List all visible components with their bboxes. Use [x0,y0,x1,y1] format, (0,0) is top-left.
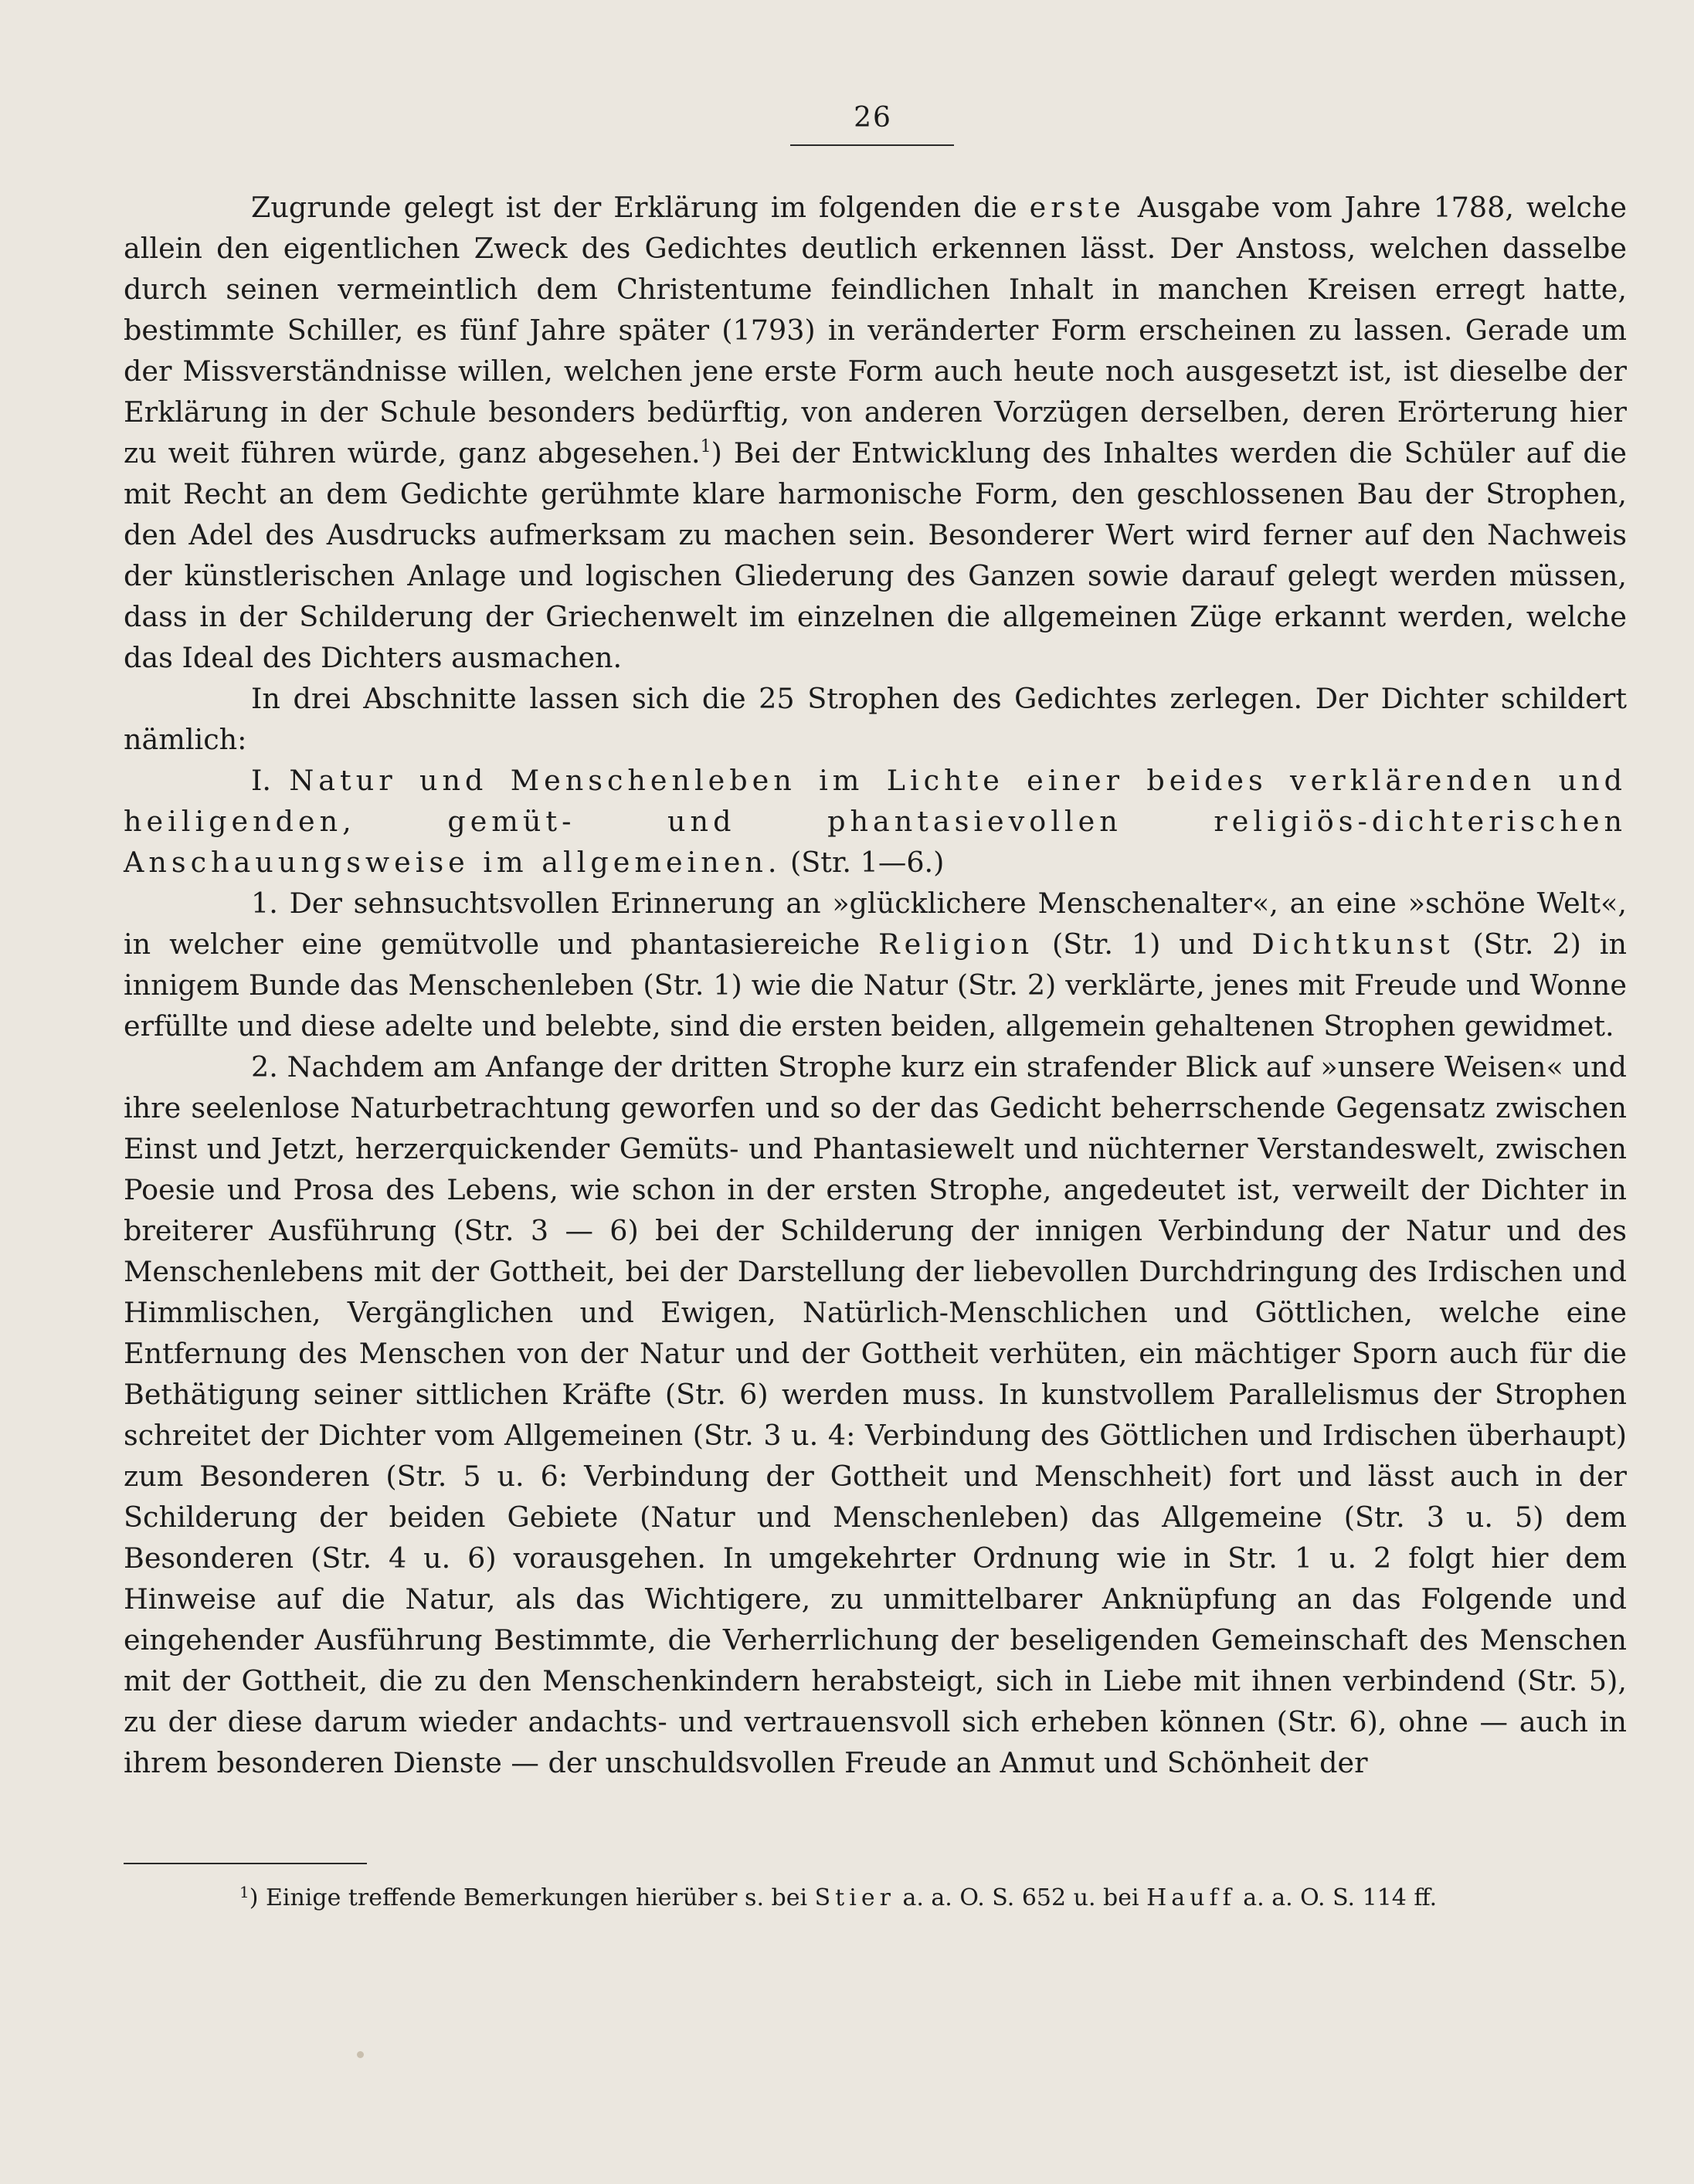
paragraph-division: In drei Abschnitte lassen sich die 25 Strophen des Gedichtes zerlegen. Der Dichter schildert nämlich: [124,682,1627,756]
section-heading-i: I. Natur und Menschenleben im Lichte einer beides verklärenden und heiligenden, gemüt- und phantasievollen religiös-dichterischen Anschauungsweise im allgemeinen. (Str. 1—6.) [124,764,1627,879]
paper-speck [357,2051,364,2058]
paragraph-point-1: 1. Der sehnsuchtsvollen Erinnerung an »glücklichere Menschenalter«, an eine »schöne Welt«, in welcher eine gemütvolle und phantasiereiche Religion (Str. 1) und Dichtkunst (Str. 2) in innigem Bunde das Menschenleben (Str. 1) wie die Natur (Str. 2) verklärte, jenes mit Freude und Wonne erfüllte und diese adelte und belebte, sind die ersten beiden, allgemein gehaltenen Strophen gewidmet. [124,887,1627,1043]
page-number: 26 [854,102,892,134]
footnote: $^1$) Einige treffende Bemerkungen hierüber s. bei Stier a. a. O. S. 652 u. bei Hauff a. a. O. S. 114 ff. [239,1883,1438,1911]
footnote-marker: 1 [239,1883,250,1901]
paragraph-intro: Zugrunde gelegt ist der Erklärung im folgenden die erste Ausgabe vom Jahre 1788, welche allein den eigentlichen Zweck des Gedichtes deutlich erkennen lässt. Der Anstoss, welchen dasselbe durch seinen vermeintlich dem Christentume feindlichen Inhalt in manchen Kreisen erregt hatte, bestimmte Schiller, es fünf Jahre später (1793) in veränderter Form erscheinen zu lassen. Gerade um der Missverständnisse willen, welchen jene erste Form auch heute noch ausgesetzt ist, ist dieselbe der Erklärung in der Schule besonders bedürftig, von anderen Vorzügen derselben, deren Erörterung hier zu weit führen würde, ganz abgesehen.$^1$) Bei der Entwicklung des Inhaltes werden die Schüler auf die mit Recht an dem Gedichte gerühmte klare harmonische Form, den geschlossenen Bau der Strophen, den Adel des Ausdrucks aufmerksam zu machen sein. Besonderer Wert wird ferner auf den Nachweis der künstlerischen Anlage und logischen Gliederung des Ganzen sowie darauf gelegt werden müssen, dass in der Schilderung der Griechenwelt im einzelnen die allgemeinen Züge erkannt werden, welche das Ideal des Dichters ausmachen. [124,191,1627,674]
emphasis-dichtkunst: Dichtkunst [1251,928,1455,961]
paragraph-point-2: 2. Nachdem am Anfange der dritten Strophe kurz ein strafender Blick auf »unsere Weisen« und ihre seelenlose Naturbetrachtung geworfen und so der das Gedicht beherrschende Gegensatz zwischen Einst und Jetzt, herzerquickender Gemüts- und Phantasiewelt und nüchterner Verstandeswelt, zwischen Poesie und Prosa des Lebens, wie schon in der ersten Strophe, angedeutet ist, verweilt der Dichter in breiterer Ausführung (Str. 3 — 6) bei der Schilderung der innigen Verbindung der Natur und des Menschenlebens mit der Gottheit, bei der Darstellung der liebevollen Durchdringung des Irdischen und Himmlischen, Vergänglichen und Ewigen, Natürlich-Menschlichen und Göttlichen, welche eine Entfernung des Menschen von der Natur und der Gottheit verhüten, ein mächtiger Sporn auch für die Bethätigung seiner sittlichen Kräfte (Str. 6) werden muss. In kunstvollem Parallelismus der Strophen schreitet der Dichter vom Allgemeinen (Str. 3 u. 4: Verbindung des Göttlichen und Irdischen überhaupt) zum Besonderen (Str. 5 u. 6: Verbindung der Gottheit und Menschheit) fort und lässt auch in der Schilderung der beiden Gebiete (Natur und Menschenleben) das Allgemeine (Str. 3 u. 5) dem Besonderen (Str. 4 u. 6) vorausgehen. In umgekehrter Ordnung wie in Str. 1 u. 2 folgt hier dem Hinweise auf die Natur, als das Wichtigere, zu unmittelbarer Anknüpfung an das Folgende und eingehender Ausführung Bestimmte, die Verherrlichung der beseligenden Gemeinschaft des Menschen mit der Gottheit, die zu den Menschenkindern herabsteigt, sich in Liebe mit ihnen verbindend (Str. 5), zu der diese darum wieder andachts- und vertrauensvoll sich erheben können (Str. 6), ohne — auch in ihrem besonderen Dienste — der unschuldsvollen Freude an Anmut und Schönheit der [124,1050,1627,1779]
author-stier: Stier [814,1884,895,1911]
author-hauff: Hauff [1146,1884,1236,1911]
footnote-rule [124,1863,367,1864]
emphasis-erste: erste [1029,191,1125,224]
emphasis-religion: Religion [878,928,1034,961]
section-heading-text: Natur und Menschenleben im Lichte einer beides verklärenden und heiligenden, gemüt- und phantasievollen religiös-dichterischen Anschauungsweise im allgemeinen. [124,764,1627,879]
body-text [124,187,1627,1783]
header-rule [790,144,954,146]
footnote-reference: 1 [700,437,711,456]
